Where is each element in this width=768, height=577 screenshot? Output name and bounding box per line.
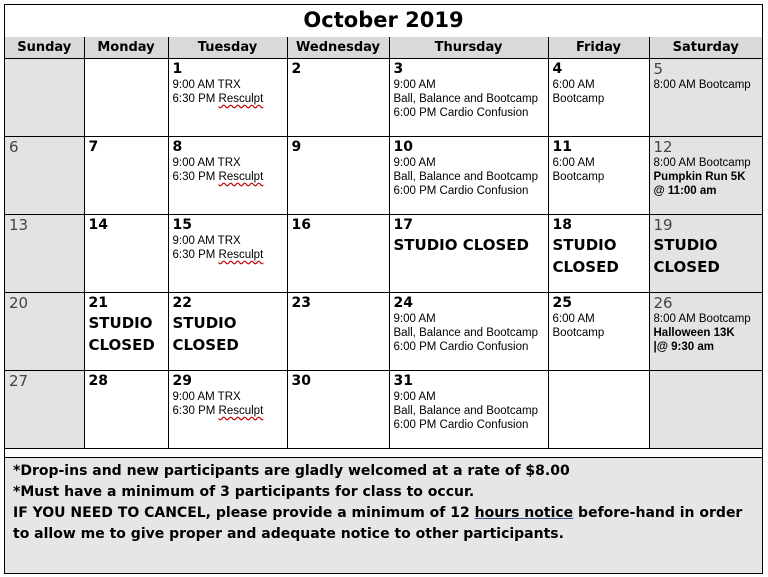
day-number: 2 (291, 61, 302, 77)
day-cell-11 (548, 137, 649, 215)
day-cell-16 (287, 215, 389, 293)
studio-closed-label: STUDIO CLOSED (552, 236, 619, 276)
week-row (5, 293, 762, 371)
week-row (5, 59, 762, 137)
calendar (4, 4, 763, 574)
day-number: 10 (393, 139, 413, 155)
event-line: 9:00 AM TRX (172, 79, 241, 91)
day-number: 11 (552, 139, 572, 155)
day-cell-empty (84, 59, 168, 137)
day-number: 13 (9, 216, 29, 234)
studio-closed-label: STUDIO CLOSED (172, 314, 239, 354)
day-cell-empty (649, 371, 762, 449)
studio-closed-label: STUDIO CLOSED (653, 236, 720, 276)
event-line: 8:00 AM Bootcamp (653, 79, 751, 91)
event-line: Bootcamp (552, 171, 605, 183)
studio-closed-label: STUDIO CLOSED (393, 236, 530, 254)
event-line: 9:00 AM (393, 391, 436, 403)
day-number: 18 (552, 217, 572, 233)
day-cell-25 (548, 293, 649, 371)
day-cell-3 (389, 59, 548, 137)
day-cell-7 (84, 137, 168, 215)
calendar-grid (5, 37, 762, 449)
day-number: 21 (88, 295, 108, 311)
day-cell-20 (5, 293, 84, 371)
day-cell-17 (389, 215, 548, 293)
day-number: 26 (653, 294, 673, 312)
day-number: 17 (393, 217, 413, 233)
event-line: 9:00 AM TRX (172, 391, 241, 403)
event-line: 9:00 AM TRX (172, 235, 241, 247)
day-number: 30 (291, 373, 311, 389)
day-number: 8 (172, 139, 183, 155)
day-number: 5 (653, 60, 664, 78)
day-cell-27 (5, 371, 84, 449)
day-cell-9 (287, 137, 389, 215)
event-line: 9:00 AM (393, 157, 436, 169)
week-row (5, 137, 762, 215)
weekday-friday: Friday (548, 37, 649, 59)
event-resculpt: Resculpt (218, 249, 264, 261)
day-cell-29 (168, 371, 287, 449)
day-number: 20 (9, 294, 29, 312)
event-line: Ball, Balance and Bootcamp (393, 171, 538, 183)
day-cell-2 (287, 59, 389, 137)
event-highlight: Halloween 13K (653, 327, 735, 339)
calendar-title: October 2019 (5, 5, 762, 38)
day-number: 7 (88, 139, 99, 155)
day-number: 9 (291, 139, 302, 155)
event-line: 8:00 AM Bootcamp (653, 313, 751, 325)
day-number: 31 (393, 373, 413, 389)
day-cell-12 (649, 137, 762, 215)
day-cell-15 (168, 215, 287, 293)
note-drop-in: *Drop-ins and new participants are gladly welcomed at a rate of $8.00 (13, 463, 570, 479)
day-number: 24 (393, 295, 413, 311)
day-cell-19 (649, 215, 762, 293)
day-cell-18 (548, 215, 649, 293)
day-number: 27 (9, 372, 29, 390)
event-line: 9:00 AM (393, 79, 436, 91)
day-number: 16 (291, 217, 311, 233)
note-cancel-hours: hours notice (474, 505, 574, 521)
event-line: 6:00 AM (552, 313, 595, 325)
day-cell-empty (548, 371, 649, 449)
day-number: 15 (172, 217, 192, 233)
weekday-saturday: Saturday (649, 37, 762, 59)
event-line: 8:00 AM Bootcamp (653, 157, 751, 169)
note-minimum: *Must have a minimum of 3 participants for class to occur. (13, 484, 475, 500)
event-line: 6:00 AM (552, 79, 595, 91)
event-line: 6:30 PM (172, 171, 219, 183)
day-cell-14 (84, 215, 168, 293)
week-row (5, 371, 762, 449)
day-number: 12 (653, 138, 673, 156)
day-cell-28 (84, 371, 168, 449)
day-cell-22 (168, 293, 287, 371)
event-line: 6:00 PM Cardio Confusion (393, 341, 529, 353)
event-line: Bootcamp (552, 327, 605, 339)
event-line: 6:00 AM (552, 157, 595, 169)
studio-closed-label: STUDIO CLOSED (88, 314, 155, 354)
notes-section (5, 457, 762, 573)
event-line: Ball, Balance and Bootcamp (393, 93, 538, 105)
event-line: 9:00 AM TRX (172, 157, 241, 169)
day-cell-24 (389, 293, 548, 371)
day-cell-30 (287, 371, 389, 449)
day-cell-23 (287, 293, 389, 371)
event-highlight: Pumpkin Run 5K @ 11:00 am (653, 171, 746, 197)
event-line: Ball, Balance and Bootcamp (393, 405, 538, 417)
day-number: 25 (552, 295, 572, 311)
day-number: 29 (172, 373, 192, 389)
event-line: Ball, Balance and Bootcamp (393, 327, 538, 339)
event-resculpt: Resculpt (218, 171, 264, 183)
day-number: 4 (552, 61, 563, 77)
note-cancel-text-end: before-hand in order to allow me to give proper and adequate notice to other participants. (13, 505, 743, 542)
weekday-header-row (5, 37, 762, 59)
day-cell-26 (649, 293, 762, 371)
day-number: 6 (9, 138, 19, 156)
day-number: 28 (88, 373, 108, 389)
day-number: 1 (172, 61, 183, 77)
day-number: 3 (393, 61, 404, 77)
day-number: 22 (172, 295, 192, 311)
day-number: 23 (291, 295, 311, 311)
event-line: 6:30 PM (172, 93, 219, 105)
day-cell-6 (5, 137, 84, 215)
event-highlight: |@ 9:30 am (653, 341, 714, 353)
day-number: 19 (653, 216, 673, 234)
event-line: 6:30 PM (172, 405, 219, 417)
weekday-sunday: Sunday (5, 37, 84, 59)
weekday-monday: Monday (84, 37, 168, 59)
day-cell-31 (389, 371, 548, 449)
day-cell-1 (168, 59, 287, 137)
note-cancel-text: IF YOU NEED TO CANCEL, please provide a minimum of 12 (13, 505, 475, 521)
note-cancel (13, 503, 754, 545)
day-cell-8 (168, 137, 287, 215)
weekday-thursday: Thursday (389, 37, 548, 59)
day-cell-13 (5, 215, 84, 293)
day-cell-5 (649, 59, 762, 137)
event-line: 6:30 PM (172, 249, 219, 261)
weekday-wednesday: Wednesday (287, 37, 389, 59)
event-line: 9:00 AM (393, 313, 436, 325)
day-cell-10 (389, 137, 548, 215)
day-cell-empty (5, 59, 84, 137)
event-line: 6:00 PM Cardio Confusion (393, 419, 529, 431)
event-resculpt: Resculpt (218, 405, 264, 417)
event-resculpt: Resculpt (218, 93, 264, 105)
day-cell-21 (84, 293, 168, 371)
day-cell-4 (548, 59, 649, 137)
day-number: 14 (88, 217, 108, 233)
event-line: 6:00 PM Cardio Confusion (393, 185, 529, 197)
week-row (5, 215, 762, 293)
event-line: 6:00 PM Cardio Confusion (393, 107, 529, 119)
weekday-tuesday: Tuesday (168, 37, 287, 59)
event-line: Bootcamp (552, 93, 605, 105)
